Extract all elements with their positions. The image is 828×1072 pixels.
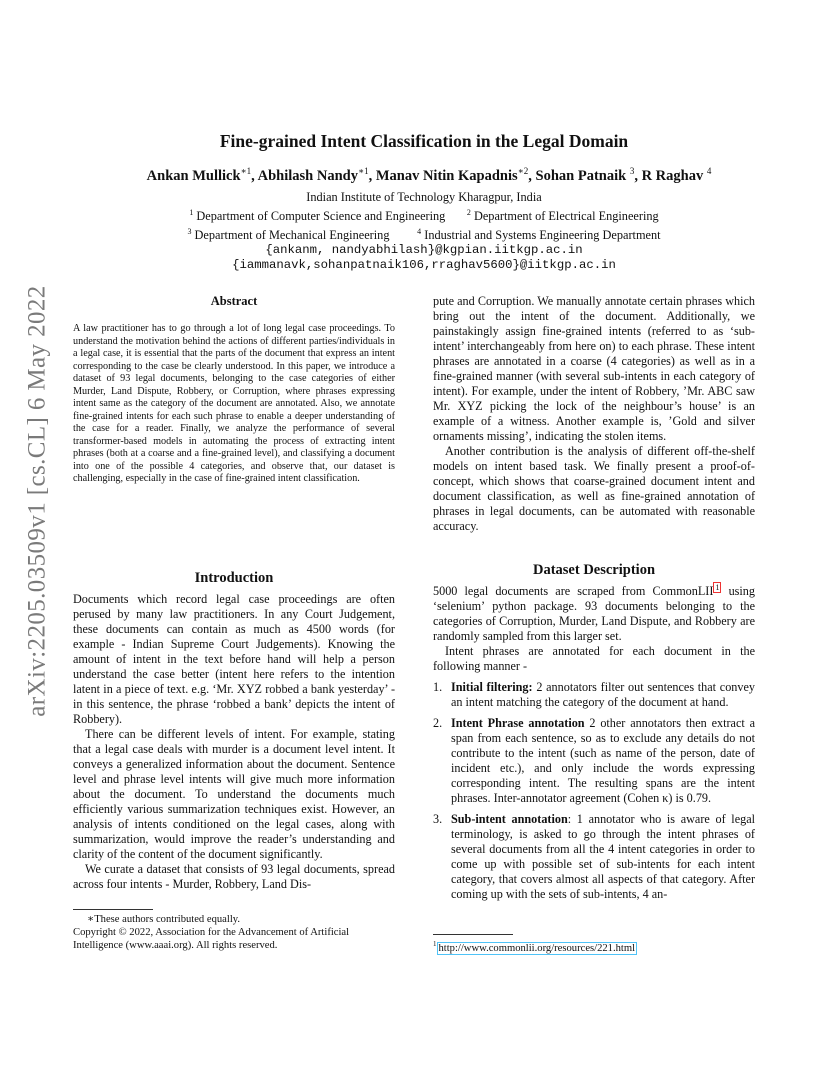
intro-paragraph-3: We curate a dataset that consists of 93 legal documents, spread across four intents - Murder, Robbery, Land Dis- (73, 862, 395, 891)
step-text: 2 annotators filter out sentences that convey an intent matching the category of the document at hand. (451, 680, 755, 710)
intro-continued-paragraph-1: pute and Corruption. We manually annotate certain phrases which bring out the intent of the document. Additionally, we painstakingly assign fine-grained intents (referred to as ‘sub-intent’ interchangeably from here on) to each phrase. These intent phrases are annotated in a coarse (4 categories) as well as in a fine-grained manner (with several sub-intents in each category of intent). For example, under the intent of Robbery, ’Mr. ABC saw Mr. XYZ picking the lock of the neighbour’s house’ is an example of a witness. Another example is, ’Gold and silver ornaments missing’, indicating the stolen items. (433, 294, 755, 443)
author-name: Abhilash Nandy (257, 167, 358, 184)
dataset-paragraph-1 (433, 584, 755, 644)
step-title: Initial filtering: (451, 680, 533, 695)
intro-continued-paragraph-2: Another contribution is the analysis of different off-the-shelf models on intent based task. We finally present a proof-of-concept, which shows that coarse-grained document intent and document classification, as well as fine-grained annotation of phrases in legal documents, can be automated with reasonable accuracy. (433, 444, 755, 533)
dept-3: Department of Mechanical Engineering (194, 228, 390, 243)
dataset-body (433, 584, 755, 908)
intro-paragraph-1: Documents which record legal case proceedings are often perused by many law practitioners. In any Court Judgement, these documents can contain as much as 4500 words (for example - Indian Supreme Court Judgements). Knowing the amount of intent in the text before hand will help a person understand the case better (intent here refers to the intention latent in a piece of text. e.g. ‘Mr. XYZ robbed a bank yesterday’ - in this sentence, the phrase ‘robbed a bank’ depicts the intent of Robbery). (73, 592, 395, 726)
arxiv-stamp (18, 286, 58, 716)
copyright-note: Copyright © 2022, Association for the Advancement of Artificial Intelligence (www.aaai.org). All rights reserved. (73, 927, 350, 951)
author-mark: 3 (629, 166, 635, 176)
list-item (433, 812, 755, 902)
author-name: R Raghav (641, 167, 704, 184)
step-number: 2. (433, 716, 443, 731)
abstract-heading: Abstract (210, 294, 258, 308)
step-number: 1. (433, 680, 443, 695)
author-emails-1: {ankanm, nandyabhilash}@kgpian.iitkgp.ac.in (265, 243, 583, 258)
introduction-body (73, 592, 395, 892)
footnote-rule-right (433, 934, 513, 935)
dept-row-2: $^3$ Department of Mechanical Engineering $^4$ Industrial and Systems Engineering Department (187, 227, 661, 243)
affiliations (80, 190, 768, 273)
annotation-steps (433, 680, 755, 902)
author-list: Ankan Mullick$^{∗1}$, Abhilash Nandy$^{∗1}$, Manav Nitin Kapadnis$^{∗2}$, Sohan Patnaik $^3$, R Raghav $^4$ (146, 166, 712, 184)
dataset-text-b: using ‘selenium’ python package. 93 documents belonging to the categories of Corruption, Murder, Land Dispute, and Robbery are randomly sampled from this larger set. (433, 584, 755, 644)
equal-contribution-note: ∗These authors contributed equally. (87, 914, 241, 925)
step-title: Intent Phrase annotation (451, 716, 585, 731)
author-mark: ∗1 (357, 166, 369, 176)
intro-paragraph-2: There can be different levels of intent. For example, stating that a legal case deals with murder is a document level intent. It conveys a generalized information about the document. Sentence level and phrase level intents will give much more information about the document. To understand the documents much efficiently various summarization techniques exist. However, an analysis of intents conditioned on the legal cases, along with summarization, would improve the reader’s understanding and clarity of the content of the document significantly. (73, 727, 395, 861)
dept-row-1: $^1$ Department of Computer Science and Engineering $^2$ Department of Electrical Engineering (189, 208, 659, 224)
dept-4: Industrial and Systems Engineering Department (424, 228, 661, 243)
intro-continued (433, 294, 755, 534)
step-number: 3. (433, 812, 443, 827)
footnote-ref-link[interactable]: 1 (715, 583, 720, 592)
dataset-text-a: 5000 legal documents are scraped from CommonLII (433, 584, 714, 599)
arxiv-identifier[interactable]: arXiv:2205.03509v1 [cs.CL] 6 May 2022 (24, 285, 52, 717)
list-item (433, 680, 755, 710)
step-text: : 1 annotator who is aware of legal terminology, is asked to go through the intent phrases of several documents from all the 4 intent categories in order to come up with possible set of sub-intents for each intent category, that covers almost all aspects of that category. After coming up with the sets of sub-intents, 4 an- (451, 812, 755, 902)
commonlii-link[interactable]: http://www.commonlii.org/resources/221.html (438, 942, 636, 954)
paper-title: Fine-grained Intent Classification in the Legal Domain (219, 131, 629, 151)
author-mark: ∗2 (517, 166, 529, 176)
abstract-text: A law practitioner has to go through a lot of long legal case proceedings. To understand the motivation behind the actions of different parties/individuals in a legal case, it is essential that the parts of the document that express an intent corresponding to the case be clearly understood. In this paper, we introduce a dataset of 93 legal documents, belonging to the case categories of either Murder, Land Dispute, Robbery, or Corruption, where phrases expressing intent same as the category of the document are annotated. Also, we annotate fine-grained intents for each such phrase to enable a deeper understanding of the case for a reader. Finally, we analyze the performance of several transformer-based models in automating the process of extracting intent phrases (both at a coarse and a fine-grained level), and classifying a document into one of the possible 4 categories, and observe that, our dataset is challenging, especially in the case of fine-grained intent classification. (73, 323, 395, 484)
list-item (433, 716, 755, 806)
footnote-mark: 1 (433, 940, 437, 948)
footnote-rule-left (73, 909, 153, 910)
step-text: 2 other annotators then extract a span from each sentence, so as to exclude any details do not contribute to the intent (such as name of the person, date of incident etc.), and only include the words expressing corresponding intent. The resulting spans are the intent phrases. Inter-annotator agreement (Cohen κ) is 0.79. (451, 716, 755, 806)
dataset-paragraph-2: Intent phrases are annotated for each document in the following manner - (433, 644, 755, 674)
footnote-left (73, 913, 395, 952)
footnote-right (433, 938, 755, 955)
dataset-heading: Dataset Description (532, 562, 656, 578)
author-name: Ankan Mullick (146, 167, 241, 184)
introduction-heading: Introduction (194, 570, 274, 586)
author-emails-2: {iammanavk,sohanpatnaik106,rraghav5600}@iitkgp.ac.in (232, 258, 616, 273)
author-mark: ∗1 (240, 166, 252, 176)
dept-1: Department of Computer Science and Engineering (196, 209, 446, 224)
author-name: Manav Nitin Kapadnis (375, 167, 518, 184)
author-mark: 4 (706, 166, 712, 176)
author-name: Sohan Patnaik (535, 167, 627, 184)
dept-2: Department of Electrical Engineering (473, 209, 659, 224)
institute: Indian Institute of Technology Kharagpur, India (306, 190, 542, 204)
step-title: Sub-intent annotation (451, 812, 568, 827)
